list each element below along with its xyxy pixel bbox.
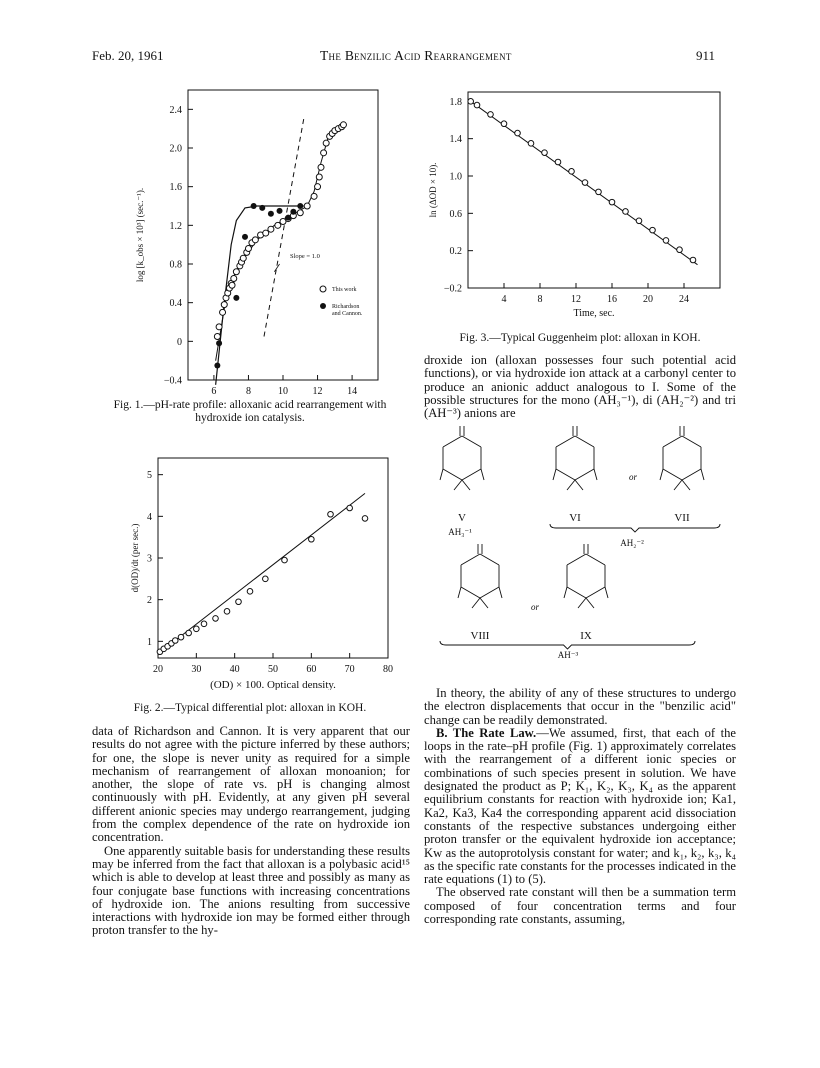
carbonyl-bond — [499, 587, 502, 598]
data-point — [542, 150, 548, 156]
substituent-bond — [575, 480, 583, 490]
right-column-text-bottom — [424, 687, 736, 926]
x-tick-label: 12 — [312, 386, 323, 397]
plot-frame — [158, 458, 388, 658]
right-paragraph-2: In theory, the ability of any of these structures to undergo the electron displacements that occur in the "benzilic acid" change can be readily demonstrated. — [424, 686, 736, 727]
data-point — [347, 505, 353, 511]
x-tick-label: 6 — [211, 386, 217, 397]
x-tick-label: 12 — [571, 294, 581, 305]
ring-bond — [461, 587, 480, 598]
label-vii: VII — [674, 512, 690, 524]
right-paragraph-4: The observed rate constant will then be a summation term composed of four concentration terms and four corresponding rate constants, assuming, — [424, 885, 736, 927]
carbonyl-bond — [553, 469, 556, 480]
data-point — [501, 121, 507, 127]
figure-2-differential-plot — [130, 450, 420, 690]
carbonyl-bond — [701, 469, 704, 480]
right-paragraph-3-body: —We assumed, first, that each of the loops in the rate–pH profile (Fig. 1) approximately correlates with the rearrangement of a different ionic species or combinations of such species present in solution. We have designated the product as P; K₁, K₂, K₃, K₄ as the apparent equilibrium constants for reaction with hydroxide ion; Ka1, Ka2, Ka3, Ka4 the corresponding apparent acid dissociation constants of the respective substances undergoing either proton transfer or the equivalent hydroxide ion acceptance; Kw as the autoprotolysis constant for water; and k₁, k₂, k₃, k₄ as the specific rate constants for the processes indicated in the rate equations (1) to (5). — [424, 725, 737, 887]
x-tick-label: 50 — [268, 664, 278, 675]
ring-bond — [443, 436, 462, 447]
ring-bond — [586, 554, 605, 565]
y-tick-label: −0.2 — [443, 283, 462, 295]
ring-bond — [462, 436, 481, 447]
fig1-legend-open-marker — [320, 286, 326, 292]
data-point — [515, 130, 521, 136]
substituent-bond — [578, 598, 586, 608]
y-tick-label: 5 — [147, 470, 152, 482]
y-tick-label: 3 — [147, 553, 152, 565]
carbonyl-bond — [440, 469, 443, 480]
label-ah: AH⁻³ — [557, 650, 579, 660]
y-tick-label: 1 — [147, 636, 152, 648]
x-tick-label: 20 — [643, 294, 653, 305]
fig1-legend-filled-label-2: and Cannon. — [332, 311, 363, 317]
data-point-this-work — [316, 174, 322, 180]
figure-2-caption: Fig. 2.—Typical differential plot: alloxan in KOH. — [133, 702, 367, 714]
ring-bond — [480, 587, 499, 598]
y-axis-label: log [k_obs × 10³] (sec.⁻¹). — [135, 187, 145, 283]
data-point-this-work — [263, 230, 269, 236]
data-point — [172, 638, 178, 644]
x-tick-label: 80 — [383, 664, 393, 675]
data-point — [194, 626, 200, 632]
running-header-title: The Benzilic Acid Rearrangement — [320, 48, 512, 63]
y-tick-label: 1.8 — [449, 96, 462, 108]
data-point-this-work — [311, 193, 317, 199]
data-point-richardson — [259, 205, 265, 211]
data-point — [178, 634, 184, 640]
ring-bond — [575, 469, 594, 480]
substituent-bond — [567, 480, 575, 490]
data-point-this-work — [318, 164, 324, 170]
substituent-bond — [674, 480, 682, 490]
ring-bond — [556, 436, 575, 447]
data-point-this-work — [240, 255, 246, 261]
x-tick-label: 14 — [347, 386, 358, 397]
data-point-richardson — [216, 340, 222, 346]
data-point — [309, 536, 315, 542]
data-point — [186, 630, 192, 636]
data-point — [488, 112, 494, 118]
ring-bond — [663, 436, 682, 447]
ring-bond — [663, 469, 682, 480]
y-tick-label: 4 — [147, 511, 152, 523]
y-tick-label: 0 — [177, 336, 182, 348]
y-tick-label: 2.0 — [169, 143, 182, 155]
data-point — [609, 199, 615, 205]
fig1-legend-filled-marker — [320, 303, 326, 309]
x-tick-label: 30 — [191, 664, 202, 675]
data-point-this-work — [221, 302, 227, 308]
substituent-bond — [462, 480, 470, 490]
ring-bond — [443, 469, 462, 480]
fig1-legend-filled-label-1: Richardson — [332, 304, 360, 310]
y-tick-label: 2.4 — [169, 104, 182, 116]
x-tick-label: 40 — [229, 664, 240, 675]
x-tick-label: 10 — [278, 386, 288, 397]
figure-3-guggenheim-plot — [420, 80, 730, 340]
x-tick-label: 24 — [679, 294, 689, 305]
ring-bond — [567, 554, 586, 565]
data-point-this-work — [297, 210, 303, 216]
x-tick-label: 20 — [153, 664, 163, 675]
right-paragraph-1: droxide ion (alloxan possesses four such potential acid functions), or via hydroxide ion attack at a carbonyl center to produce an anionic adduct analogous to I. Some of the possible structures for the mono (AH₃⁻¹), di (AH₂⁻²) and tri (AH⁻³) anions are — [424, 353, 736, 421]
ring-bond — [461, 554, 480, 565]
y-tick-label: 0.6 — [449, 208, 462, 220]
data-point-this-work — [231, 276, 237, 282]
x-tick-label: 60 — [306, 664, 317, 675]
data-point — [636, 218, 642, 224]
ring-bond — [462, 469, 481, 480]
ring-bond — [682, 436, 701, 447]
data-point — [468, 99, 474, 105]
data-point-this-work — [245, 246, 251, 252]
substituent-bond — [586, 598, 594, 608]
ring-bond — [567, 587, 586, 598]
running-header-date: Feb. 20, 1961 — [92, 48, 164, 63]
data-point-richardson — [242, 234, 248, 240]
data-point — [328, 511, 334, 517]
data-point-richardson — [214, 363, 220, 369]
right-paragraph-3 — [424, 727, 736, 887]
data-point-this-work — [216, 324, 222, 330]
page-number: 911 — [696, 48, 716, 63]
fig1-legend-open-label: This work — [332, 287, 357, 293]
data-point — [362, 516, 368, 522]
data-point — [623, 209, 629, 215]
data-point — [555, 159, 561, 165]
y-tick-label: 1.2 — [169, 220, 182, 232]
data-point — [282, 557, 288, 563]
data-point — [236, 599, 242, 605]
y-tick-label: 1.0 — [449, 171, 462, 183]
y-tick-label: 2 — [147, 595, 152, 607]
data-point — [474, 102, 480, 108]
data-point — [263, 576, 269, 582]
data-point — [663, 238, 669, 244]
x-tick-label: 16 — [607, 294, 617, 305]
data-point-richardson — [297, 203, 303, 209]
data-point — [650, 227, 656, 233]
x-axis-label: (OD) × 100. Optical density. — [210, 679, 336, 690]
carbonyl-bond — [564, 587, 567, 598]
data-point — [690, 257, 696, 263]
carbonyl-bond — [458, 587, 461, 598]
left-paragraph-1: data of Richardson and Cannon. It is very apparent that our results do not agree with the picture inferred by these authors; for one, the slope is never unity as required for a simple mechanism of rearrangement of alloxan monoanion; for another, the slope of rate vs. pH is changing almost continuously with pH. Evidently, at any given pH several different anionic species may undergo rearrangement, judging from the complex dependence of the rate on hydroxide ion concentration. — [92, 724, 410, 845]
data-point-this-work — [229, 282, 235, 288]
y-tick-label: 0.8 — [169, 259, 182, 271]
substituent-bond — [480, 598, 488, 608]
data-point-this-work — [268, 226, 274, 232]
data-point — [528, 141, 534, 147]
carbonyl-bond — [660, 469, 663, 480]
data-point — [582, 180, 588, 186]
data-point — [677, 247, 683, 253]
data-point — [596, 189, 602, 195]
y-axis-label: ln (ΔOD × 10). — [428, 162, 438, 218]
data-point-richardson — [290, 209, 296, 215]
figure-3-caption: Fig. 3.—Typical Guggenheim plot: alloxan in KOH. — [459, 332, 701, 344]
figure-1-caption-line-1: Fig. 1.—pH-rate profile: alloxanic acid rearrangement with — [113, 399, 387, 411]
x-axis-label: Time, sec. — [573, 308, 615, 319]
data-point-richardson — [268, 211, 274, 217]
substituent-bond — [454, 480, 462, 490]
ring-bond — [575, 436, 594, 447]
ring-bond — [586, 587, 605, 598]
ring-bond — [556, 469, 575, 480]
label-v: V — [458, 512, 466, 524]
data-point-this-work — [220, 309, 226, 315]
carbonyl-bond — [481, 469, 484, 480]
label-ix: IX — [580, 630, 592, 642]
data-point-this-work — [321, 150, 327, 156]
fig1-slope-label: Slope = 1.0 — [290, 253, 320, 260]
y-axis-label: d(OD)/dt (per sec.) — [130, 523, 140, 593]
figure-1-ph-rate-profile — [130, 80, 390, 400]
data-point-richardson — [233, 295, 239, 301]
left-paragraph-2: One apparently suitable basis for understanding these results may be inferred from the fact that alloxan is a polybasic acid¹⁵ which is able to develop at least three and possibly as many as four conjugate base functions with increasing concentrations of hydroxide ion. The anions resulting from successive interactions with hydroxide ion may be formed either through proton transfer to the hy- — [92, 843, 410, 938]
data-point-this-work — [233, 269, 239, 275]
data-point — [224, 609, 230, 615]
fit-curve-this-work — [216, 124, 346, 361]
ring-bond — [480, 554, 499, 565]
data-point-this-work — [304, 203, 310, 209]
y-tick-label: 0.4 — [169, 298, 182, 310]
data-point-this-work — [340, 122, 346, 128]
data-point-this-work — [275, 222, 281, 228]
data-point-richardson — [285, 215, 291, 221]
left-column-text — [92, 725, 410, 938]
label-or-1: or — [628, 472, 638, 482]
y-tick-label: −0.4 — [163, 375, 182, 387]
data-point-richardson — [251, 203, 257, 209]
x-tick-label: 8 — [537, 294, 543, 305]
label-or-2: or — [530, 602, 540, 612]
substituent-bond — [472, 598, 480, 608]
data-point — [569, 169, 575, 175]
y-tick-label: 1.6 — [169, 182, 182, 194]
x-tick-label: 70 — [344, 664, 355, 675]
data-point — [247, 589, 253, 595]
label-ah3: AH₃⁻¹ — [448, 527, 472, 537]
label-ah2: AH₂⁻² — [620, 538, 644, 548]
figure-1-caption — [80, 399, 420, 425]
figure-1-caption-line-2: hydroxide ion catalysis. — [195, 412, 305, 424]
substituent-bond — [682, 480, 690, 490]
label-viii: VIII — [470, 630, 490, 642]
y-tick-label: 0.2 — [449, 246, 462, 258]
grouping-bracket — [550, 524, 720, 532]
anion-structures — [420, 410, 740, 670]
carbonyl-bond — [594, 469, 597, 480]
ring-bond — [682, 469, 701, 480]
label-vi: VI — [569, 512, 581, 524]
data-point-this-work — [252, 237, 258, 243]
grouping-bracket — [440, 641, 695, 649]
data-point-this-work — [214, 334, 220, 340]
data-point — [201, 621, 207, 627]
x-tick-label: 4 — [501, 294, 507, 305]
data-point-this-work — [315, 184, 321, 190]
carbonyl-bond — [605, 587, 608, 598]
data-point-this-work — [323, 140, 329, 146]
data-point — [213, 616, 219, 622]
y-tick-label: 1.4 — [449, 134, 462, 146]
section-b-heading: B. The Rate Law. — [436, 725, 537, 740]
x-tick-label: 8 — [245, 386, 251, 397]
data-point-richardson — [277, 208, 283, 214]
